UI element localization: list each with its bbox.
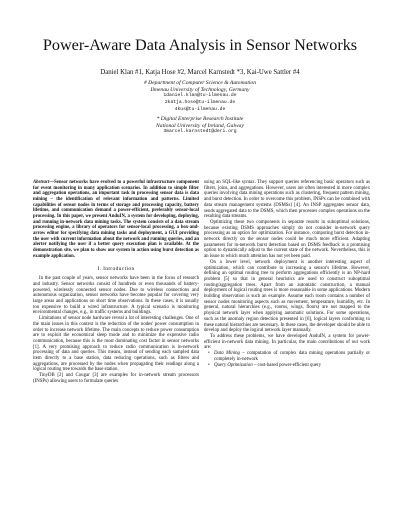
contribution-text: – computation of complex data mining operations partially or completely in-network [214,351,370,362]
right-paragraph-2: Optimizing these two components in separate results in suboptimal solutions, because existing DSMS approaches simply do not consider in-network query processing as an option for optimization. For instance, computing burst detection in-network directly on the sensor nodes could be much more efficient. Adapting parameters for in-network burst detection based on DSMS feedback is a promising option to dynamically adjust to the current state of the network. Nevertheless, this is an issue to which much attention has not yet been paid. [204,219,370,260]
affiliation-department [0,80,400,114]
intro-paragraph-2: Limitations of sensor node hardware reveal a lot of interesting challenges. One of the main issues in this context is the reduction of the nodes' power consumption in order to increase network lifetime. The main concepts to reduce power consumption are to exploit the economical sleep mode and to minimize the expensive radio communication, because this is the most dominating cost factor in sensor networks [1]. A very promising approach to reduce radio communication is in-network processing of data and queries. This means, instead of sending each sampled data item directly to a base station, data reducing operations, such as filters and aggregations, are processed by the nodes when propagating their readings along a logical routing tree towards the base station. [33,316,199,373]
author-email-1: 1daniel.klan@tu-ilmenau.de [163,93,237,99]
intro-paragraph-3: TinyDB [2] and Cougar [3] are examples for in-network stream processors (INSPs) allowing users to formulate queries [33,373,199,384]
abstract-text: Sensor networks have evolved to a powerful infrastructure component for event monitoring in many application scenarios. In addition to simple filter and aggregation operations, an important task in processing sensor data is data mining – the identification of relevant information and patterns. Limited capabilities of sensor nodes in terms of storage and processing capacity, battery lifetime, and communication demand a power-efficient, preferably sensor-local processing. In this paper, we present AnduIN, a system for developing, deploying, and running in-network data mining tasks. The system consists of a data stream processing engine, a library of operators for sensor-local processing, a box-and-arrow editor for specifying data mining tasks and deployment, a GUI providing the user with current information about the network and running queries, and an alerter notifying the user if a better query execution plan is available. At the demonstration site, we plan to show our system in action using burst detection as example application. [33,180,199,259]
abstract-lead: Abstract— [33,180,55,185]
left-column [33,180,199,385]
affiliation-department-name: # Department of Computer Science & Automation [143,80,257,86]
right-column [204,180,370,368]
author-list: Daniel Klan #1, Katja Hose #2, Marcel Karnstedt *3, Kai-Uwe Sattler #4 [100,69,300,76]
paper-title: Power-Aware Data Analysis in Sensor Networks [42,36,358,54]
contribution-item [214,363,370,369]
section-heading-introduction: I. Introduction [97,266,135,273]
intro-paragraph-1: In the past couple of years, sensor networks have been in the focus of research and industry. Sensor networks consist of hundreds or even thousands of battery-powered, wirelessly connected sensor nodes. Due to wireless connections and autonomous organization, sensor networks have become popular for covering very large areas and applications on short time observations. In these cases, it is usually too expensive to build a wired infrastructure. A typical scenario is monitoring environmental changes, e.g., in traffic systems and buildings. [33,276,199,316]
affiliation-university: Ilmenau University of Technology, Germany [150,86,250,93]
abstract [33,180,199,259]
affiliation-institute-university: National University of Ireland, Galway [156,122,244,129]
author-email-2: 2katja.hose@tu-ilmenau.de [164,100,236,106]
right-paragraph-4: To address these problems, we have developed AnduIN, a system for power-efficient in-network data mining. In particular, the main contributions of our work are: [204,333,370,351]
contribution-term: Data Mining [214,351,240,357]
affiliation-institute-name: * Digital Enterprise Research Institute [156,116,244,122]
affiliation-institute [0,116,400,136]
contribution-item [214,351,370,362]
author-email-4: 4kus@tu-ilmenau.de [174,106,226,112]
right-paragraph-1: using an SQL-like syntax. They support queries referencing basic operators such as filters, joins, and aggregations. However, users are often interested in more complex queries involving data mining operations such as clustering, frequent pattern mining, and burst detection. In order to overcome this problem, INSPs can be combined with data stream management systems (DSMSs) [4]. An INSP aggregates sensor data, sends aggregated data to the DSMS, which then processes complex operations on the resulting data streams. [204,180,370,220]
contribution-list [204,351,370,368]
contribution-term: Query Optimization [214,362,253,368]
contribution-text: – cost-based power-efficient query [252,362,322,368]
author-email-3: 3marcel.karnstedt@deri.org [163,129,237,135]
right-paragraph-3: On a lower level, network deployment is another interesting aspect of optimization, which can contribute to increasing a sensor's lifetime. However, defining an optimal routing tree to perform aggregations efficiently is an NP-hard problem [5] so that in general heuristics are used to construct suboptimal routing/aggregation trees. Apart from an automatic construction, a manual deployment of logical routing trees is more reasonable in some applications. Modern building observation is such an example. Assume each room contains a number of sensor nodes monitoring aspects such as movement, temperature, humidity, etc. In general, natural hierarchies (e.g., rooms, wings, floors) are not mapped to the physical network layer when applying automatic solutions. For some operations, such as the anomaly region detection presented in [6], logical layers conforming to these natural hierarchies are necessary. In these cases, the developer should be able to develop and deploy the logical network layer manually. [204,259,370,334]
